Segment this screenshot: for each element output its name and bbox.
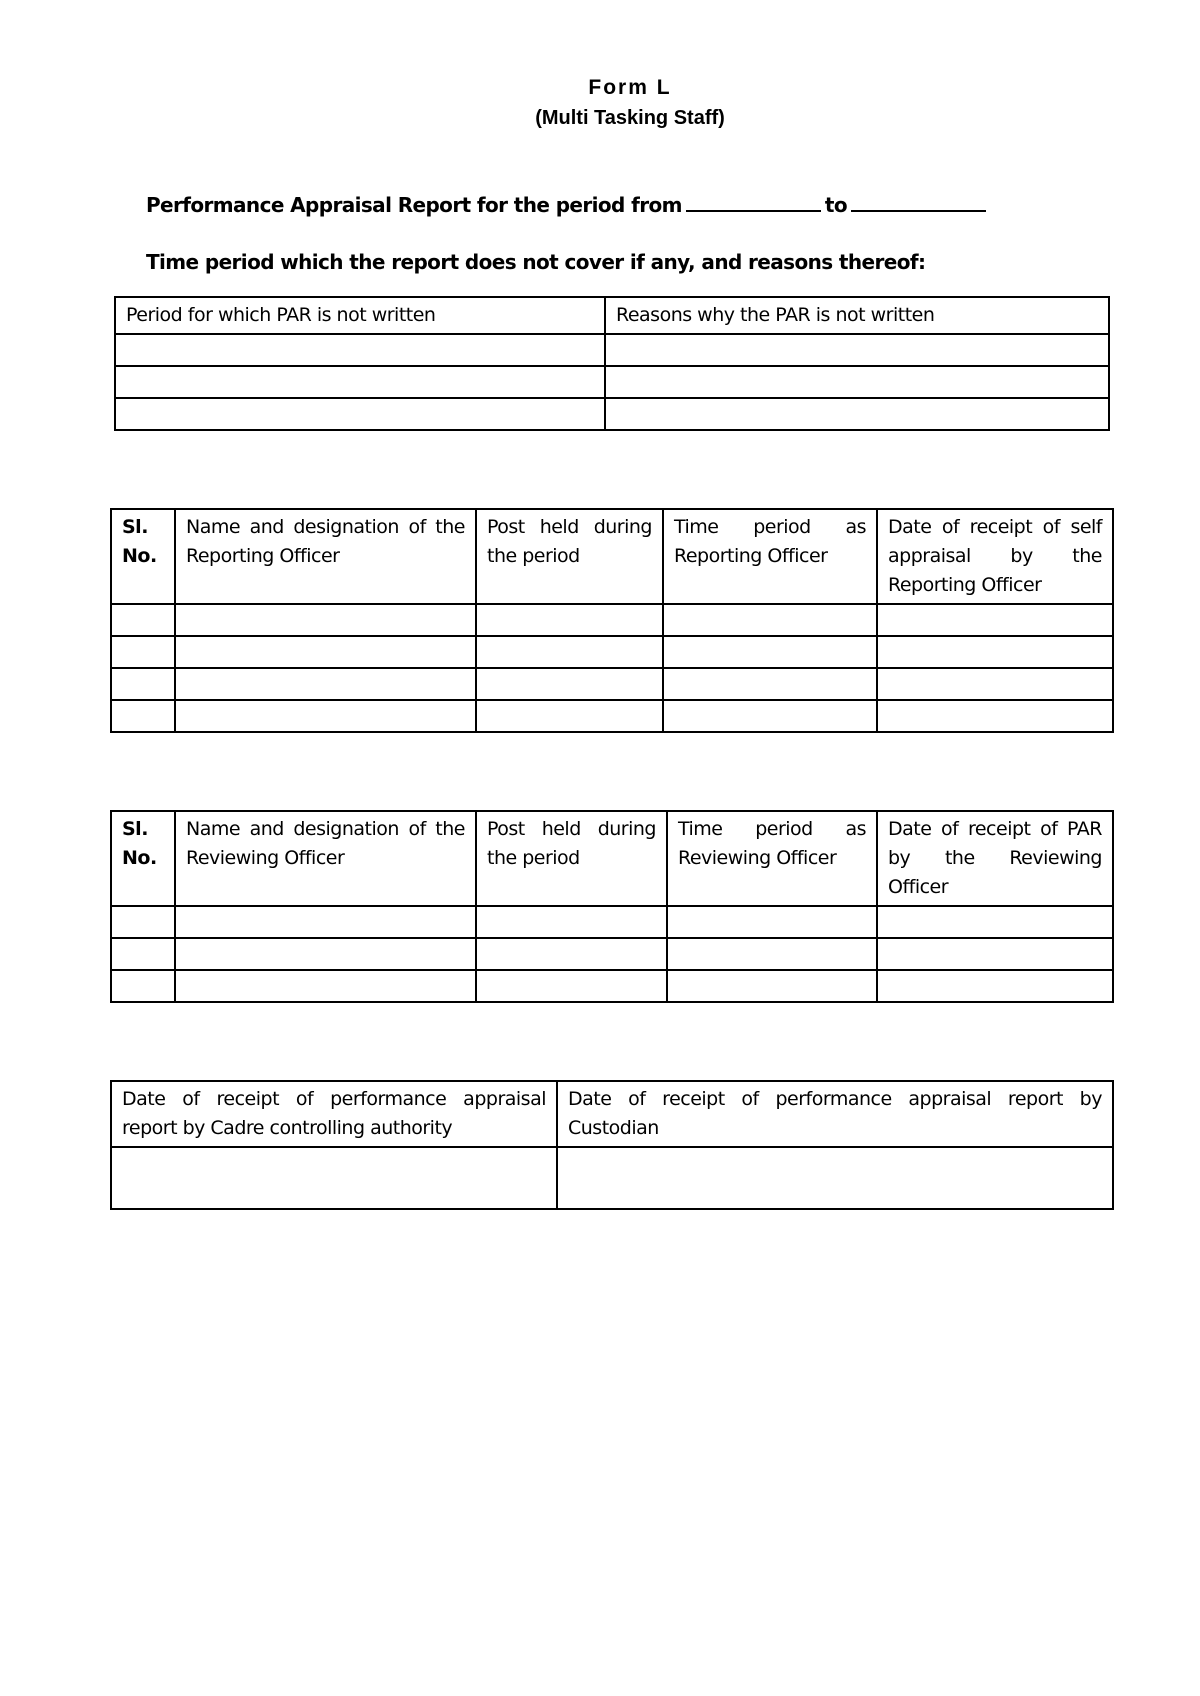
time-period-cell[interactable] [667,906,877,938]
post-cell[interactable] [476,668,663,700]
reporting-officer-table [110,508,1114,733]
period-to-blank[interactable] [851,190,986,212]
date-cell[interactable] [877,906,1113,938]
post-cell[interactable] [476,938,667,970]
period-line-prefix: Performance Appraisal Report for the period from [146,193,682,217]
header-cadre-authority-receipt: Date of receipt of performance appraisal report by Cadre controlling authority [111,1081,557,1147]
table-row [111,700,1113,732]
post-cell[interactable] [476,970,667,1002]
name-cell[interactable] [175,604,476,636]
cadre-authority-date-cell[interactable] [111,1147,557,1209]
period-from-blank[interactable] [686,190,821,212]
header-date-self-appraisal: Date of receipt of self appraisal by the Reporting Officer [877,509,1113,604]
table-row [111,1147,1113,1209]
time-period-cell[interactable] [663,604,877,636]
post-cell[interactable] [476,636,663,668]
table-row [111,668,1113,700]
reasons-cell[interactable] [605,366,1109,398]
reasons-cell[interactable] [605,334,1109,366]
sl-no-cell[interactable] [111,700,175,732]
period-cell[interactable] [115,334,605,366]
not-covered-line: Time period which the report does not cover if any, and reasons thereof: [146,250,926,274]
reasons-cell[interactable] [605,398,1109,430]
table-header-row [115,297,1109,334]
header-reporting-officer-name: Name and designation of the Reporting Officer [175,509,476,604]
date-cell[interactable] [877,668,1113,700]
custodian-date-cell[interactable] [557,1147,1113,1209]
time-period-cell[interactable] [663,700,877,732]
header-period-not-written: Period for which PAR is not written [115,297,605,334]
name-cell[interactable] [175,970,476,1002]
time-period-cell[interactable] [663,636,877,668]
sl-no-cell[interactable] [111,938,175,970]
period-cell[interactable] [115,366,605,398]
sl-no-cell[interactable] [111,668,175,700]
table-row [111,970,1113,1002]
time-period-cell[interactable] [667,970,877,1002]
name-cell[interactable] [175,906,476,938]
header-sl-no: Sl. No. [111,509,175,604]
name-cell[interactable] [175,668,476,700]
table-row [115,334,1109,366]
table-header-row [111,811,1113,906]
header-sl-no: Sl. No. [111,811,175,906]
table-row [111,636,1113,668]
header-time-period-reporting: Time period as Reporting Officer [663,509,877,604]
receipt-dates-table [110,1080,1114,1210]
date-cell[interactable] [877,636,1113,668]
date-cell[interactable] [877,604,1113,636]
header-custodian-receipt: Date of receipt of performance appraisal report by Custodian [557,1081,1113,1147]
sl-no-cell[interactable] [111,604,175,636]
form-subtitle: (Multi Tasking Staff) [535,107,725,129]
par-not-written-table [114,296,1110,431]
time-period-cell[interactable] [667,938,877,970]
header-post-held: Post held during the period [476,811,667,906]
table-row [111,906,1113,938]
header-reviewing-officer-name: Name and designation of the Reviewing Officer [175,811,476,906]
sl-no-cell[interactable] [111,636,175,668]
table-row [115,366,1109,398]
name-cell[interactable] [175,700,476,732]
table-row [115,398,1109,430]
post-cell[interactable] [476,700,663,732]
sl-no-cell[interactable] [111,970,175,1002]
header-time-period-reviewing: Time period as Reviewing Officer [667,811,877,906]
table-header-row [111,1081,1113,1147]
time-period-cell[interactable] [663,668,877,700]
header-date-par-receipt: Date of receipt of PAR by the Reviewing Officer [877,811,1113,906]
header-reasons-not-written: Reasons why the PAR is not written [605,297,1109,334]
period-line-to: to [824,193,847,217]
post-cell[interactable] [476,906,667,938]
reviewing-officer-table [110,810,1114,1003]
period-line [146,190,990,217]
header-post-held: Post held during the period [476,509,663,604]
date-cell[interactable] [877,700,1113,732]
table-header-row [111,509,1113,604]
name-cell[interactable] [175,938,476,970]
name-cell[interactable] [175,636,476,668]
sl-no-cell[interactable] [111,906,175,938]
table-row [111,604,1113,636]
date-cell[interactable] [877,970,1113,1002]
period-cell[interactable] [115,398,605,430]
date-cell[interactable] [877,938,1113,970]
form-title: Form L [588,76,672,99]
table-row [111,938,1113,970]
post-cell[interactable] [476,604,663,636]
